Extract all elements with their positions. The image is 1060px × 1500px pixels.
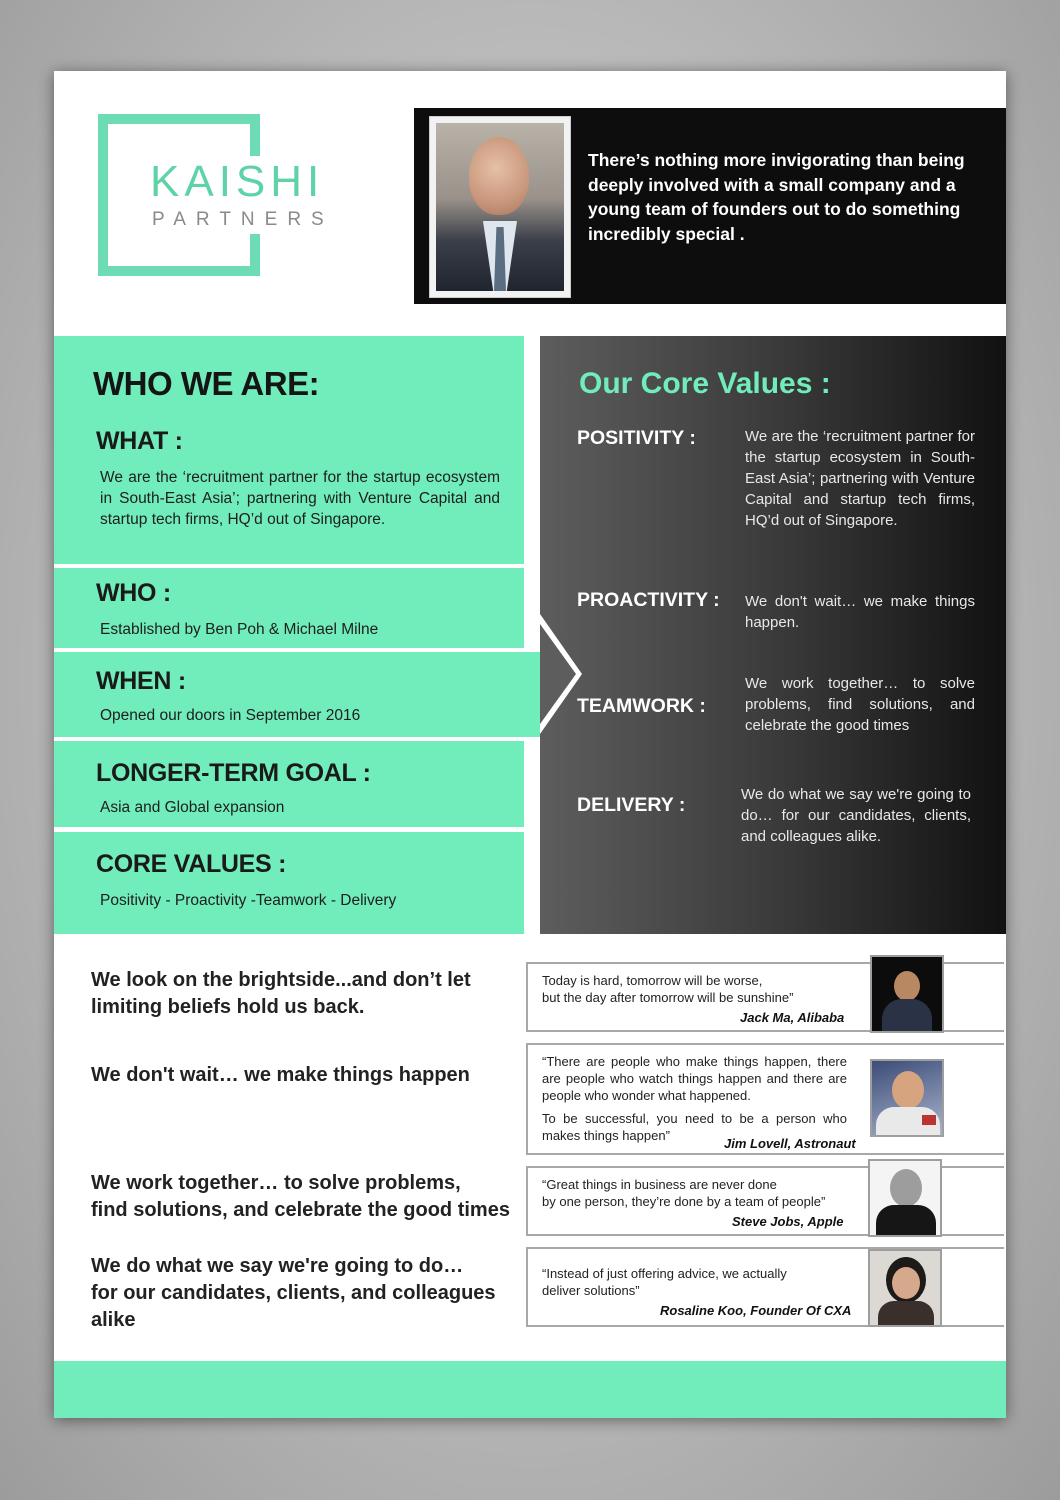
statement-proactivity: We don't wait… we make things happen — [91, 1064, 470, 1086]
rosaline-koo-photo — [868, 1249, 942, 1327]
when-title: WHEN : — [96, 667, 186, 695]
statement-positivity: We look on the brightside...and don’t let limiting beliefs hold us back. — [91, 969, 471, 1018]
positivity-label: POSITIVITY : — [577, 427, 696, 449]
quote-author: Jim Lovell, Astronaut — [724, 1136, 856, 1151]
statement-teamwork: We work together… to solve problems, find solutions, and celebrate the good times — [91, 1172, 510, 1221]
who-title: WHO : — [96, 579, 171, 607]
footer-bar — [54, 1361, 1006, 1418]
quote-text: “Instead of just offering advice, we actually deliver solutions” — [542, 1266, 787, 1298]
quote-author: Jack Ma, Alibaba — [740, 1010, 845, 1025]
jim-lovell-photo — [870, 1059, 944, 1137]
goal-body: Asia and Global expansion — [100, 799, 285, 816]
jack-ma-photo — [870, 955, 944, 1033]
goal-title: LONGER-TERM GOAL : — [96, 759, 371, 787]
core-values-body: Positivity - Proactivity -Teamwork - Delivery — [100, 892, 397, 909]
logo-subtitle: PARTNERS — [152, 209, 334, 230]
logo-wordmark: KAISHI — [150, 157, 325, 206]
what-title: WHAT : — [96, 427, 183, 455]
who-we-are-title: WHO WE ARE: — [93, 365, 320, 402]
teamwork-label: TEAMWORK : — [577, 695, 706, 717]
quote-text: Today is hard, tomorrow will be worse, but the day after tomorrow will be sunshine” — [542, 973, 794, 1005]
positivity-text: We are the ‘recruitment partner for the startup ecosystem in South-East Asia’; partnering with Venture Capital and startup tech firms, HQ’d out of Singapore. — [745, 428, 975, 529]
steve-jobs-photo — [868, 1159, 942, 1237]
proactivity-text: We don't wait… we make things happen. — [745, 593, 975, 631]
brochure-page — [54, 71, 1006, 1418]
core-values-panel — [54, 832, 524, 934]
quote-text: “There are people who make things happen, there are people who watch things happen and there are people who wonder what happened. To be successful, you need to be a person who makes things happen” — [542, 1054, 847, 1143]
portrait-photo — [429, 116, 571, 298]
our-core-values-title: Our Core Values : — [579, 367, 831, 400]
proactivity-label: PROACTIVITY : — [577, 589, 720, 611]
quote-text: “Great things in business are never done by one person, they’re done by a team of people” — [542, 1177, 826, 1209]
what-body: We are the ‘recruitment partner for the startup ecosystem in South-East Asia’; partnering with Venture Capital and startup tech firms, HQ’d out of Singapore. — [100, 469, 500, 528]
delivery-label: DELIVERY : — [577, 794, 686, 816]
quote-author: Steve Jobs, Apple — [732, 1214, 844, 1229]
quote-author: Rosaline Koo, Founder Of CXA — [660, 1303, 852, 1318]
statement-delivery: We do what we say we're going to do… for our candidates, clients, and colleagues alike — [91, 1255, 496, 1331]
core-values-title: CORE VALUES : — [96, 850, 287, 878]
who-body: Established by Ben Poh & Michael Milne — [100, 621, 379, 638]
teamwork-text: We work together… to solve problems, find solutions, and celebrate the good times — [745, 675, 975, 734]
header-quote-text: There’s nothing more invigorating than being deeply involved with a small company and a young team of founders out to do something incredibly special . — [588, 150, 965, 244]
header-quote-banner — [414, 108, 1006, 304]
delivery-text: We do what we say we're going to do… for our candidates, clients, and colleagues alike. — [741, 786, 971, 845]
when-body: Opened our doors in September 2016 — [100, 707, 361, 724]
